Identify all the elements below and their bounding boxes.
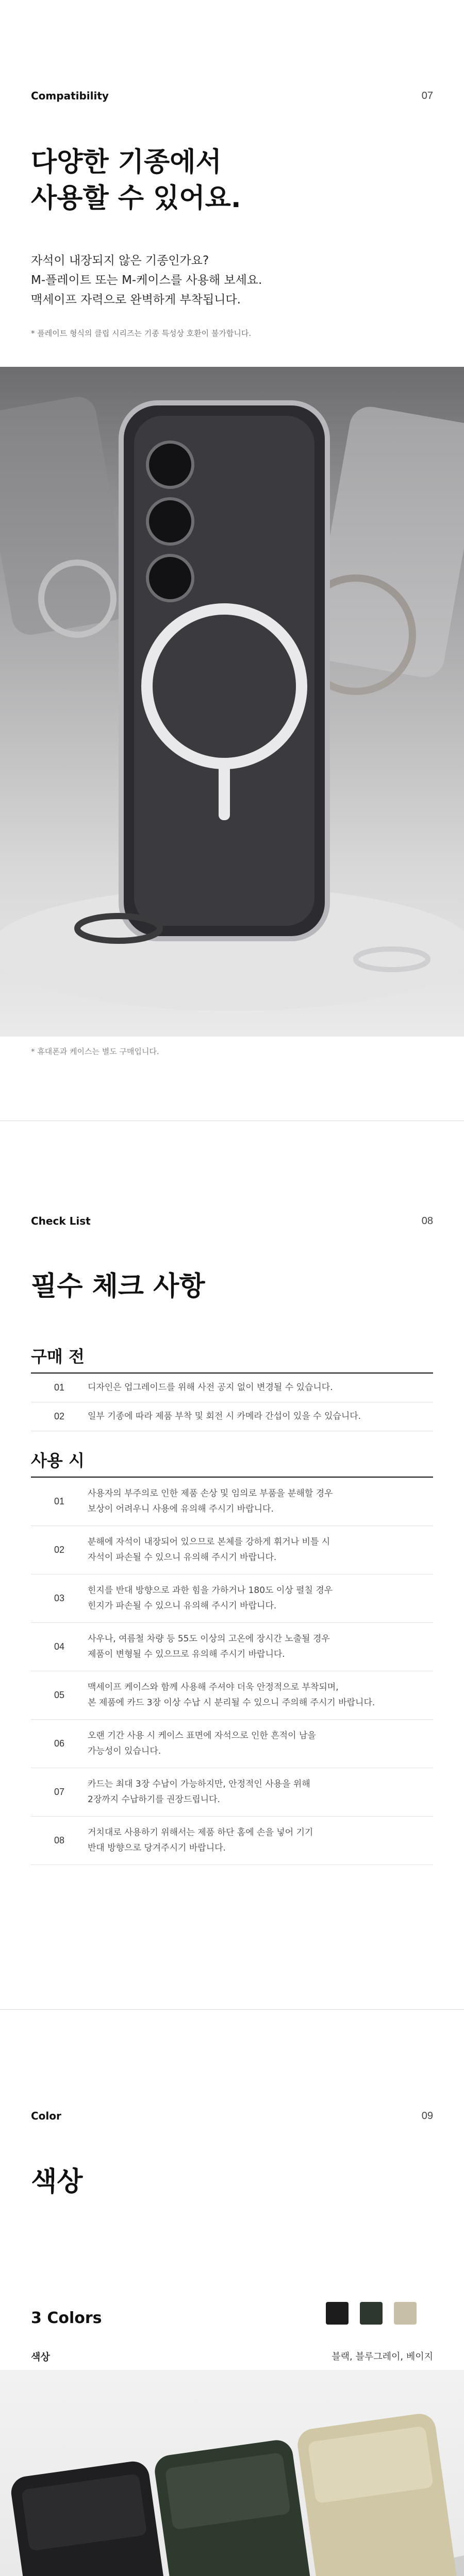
section-label: Compatibility: [31, 90, 109, 102]
color-names: 블랙, 블루그레이, 베이지: [332, 2351, 433, 2362]
line: 자석이 파손될 수 있으니 유의해 주시기 바랍니다.: [88, 1552, 277, 1563]
row-text: 디자인은 업그레이드를 위해 사전 공지 없이 변경될 수 있습니다.: [88, 1382, 333, 1393]
line: 2장까지 수납하기를 권장드립니다.: [88, 1794, 220, 1805]
row-text: [88, 1720, 433, 1768]
line: 사우나, 여름철 차량 등 55도 이상의 고온에 장시간 노출될 경우: [88, 1633, 330, 1644]
line: 사용자의 부주의로 인한 제품 손상 및 임의로 부품을 분해할 경우: [88, 1488, 333, 1499]
check-row: [31, 1478, 433, 1526]
row-text: [88, 1672, 433, 1719]
row-text: [88, 1623, 433, 1671]
color-kind-label: 색상: [31, 2351, 50, 2363]
line: 반대 방향으로 당겨주시기 바랍니다.: [88, 1842, 226, 1853]
section-header-color: [31, 2110, 433, 2122]
row-number: 04: [54, 1641, 65, 1652]
body-line: M-플레이트 또는 M-케이스를 사용해 보세요.: [31, 273, 262, 287]
wallet-lineup-illustration: [0, 2370, 464, 2576]
check-row: [31, 1817, 433, 1865]
title-line: 다양한 기종에서: [31, 147, 222, 178]
row-text: 일부 기종에 따라 제품 부착 및 회전 시 카메라 간섭이 있을 수 있습니다.: [88, 1411, 361, 1421]
compatibility-title: [31, 144, 241, 216]
row-number: 07: [54, 1787, 65, 1797]
body-line: 자석이 내장되지 않은 기종인가요?: [31, 254, 209, 267]
line: 가능성이 있습니다.: [88, 1745, 161, 1756]
section-divider: [0, 2009, 464, 2010]
section-header-checklist: [31, 1215, 433, 1227]
body-line: 맥세이프 자력으로 완벽하게 부착됩니다.: [31, 293, 241, 307]
row-number: 01: [54, 1382, 65, 1393]
row-text: [88, 1769, 433, 1816]
line: 거치대로 사용하기 위해서는 제품 하단 홈에 손을 넣어 기기: [88, 1827, 313, 1838]
compatibility-note: * 플레이트 형식의 클립 시리즈는 기종 특성상 호환이 불가합니다.: [31, 329, 252, 338]
check-row: [31, 1671, 433, 1720]
section-label: Check List: [31, 1215, 91, 1227]
compatibility-body: [31, 251, 262, 310]
before-purchase-heading: 구매 전: [31, 1347, 85, 1366]
swatch-black: [326, 2302, 349, 2325]
during-use-heading: 사용 시: [31, 1451, 85, 1470]
row-number: 08: [54, 1835, 65, 1845]
line: 오랜 기간 사용 시 케이스 표면에 자석으로 인한 흔적이 남을: [88, 1730, 316, 1741]
row-number: 06: [54, 1738, 65, 1749]
check-row: [31, 1374, 433, 1402]
row-text: [88, 1575, 433, 1622]
line: 본 제품에 카드 3장 이상 수납 시 분리될 수 있으니 주의해 주시기 바랍니다.: [88, 1697, 375, 1708]
check-row: [31, 1526, 433, 1574]
row-number: 05: [54, 1690, 65, 1700]
section-number: 09: [421, 2110, 433, 2122]
section-label: Color: [31, 2110, 61, 2122]
row-text: [88, 1527, 433, 1574]
line: 힌지를 반대 방향으로 과한 힘을 가하거나 180도 이상 펼칠 경우: [88, 1585, 333, 1596]
line: 제품이 변형될 수 있으므로 유의해 주시기 바랍니다.: [88, 1649, 285, 1659]
section-number: 07: [421, 90, 433, 101]
check-row: [31, 1720, 433, 1768]
row-number: 01: [54, 1496, 65, 1506]
row-number: 03: [54, 1593, 65, 1603]
line: 분해에 자석이 내장되어 있으므로 본체를 강하게 휘거나 비틀 시: [88, 1536, 330, 1547]
row-text: [88, 1478, 433, 1526]
color-count: 3 Colors: [31, 2309, 102, 2327]
checklist-title: 필수 체크 사항: [31, 1271, 205, 1302]
row-text: [88, 1817, 433, 1865]
section-header-compatibility: [31, 90, 433, 102]
swatch-bluegray: [360, 2302, 383, 2325]
line: 카드는 최대 3장 수납이 가능하지만, 안정적인 사용을 위해: [88, 1778, 310, 1789]
line: 힌지가 파손될 수 있으니 유의해 주시기 바랍니다.: [88, 1600, 277, 1611]
photo-caption: * 휴대폰과 케이스는 별도 구매입니다.: [31, 1047, 159, 1056]
phone-case-photo: [0, 367, 464, 1037]
phone-illustration: [0, 367, 464, 1037]
line: 맥세이프 케이스와 함께 사용해 주셔야 더욱 안정적으로 부착되며,: [88, 1682, 339, 1692]
color-lineup-photo: [0, 2370, 464, 2576]
check-row: [31, 1402, 433, 1431]
section-number: 08: [421, 1215, 433, 1227]
check-row: [31, 1768, 433, 1817]
swatch-beige: [394, 2302, 417, 2325]
title-line: 사용할 수 있어요.: [31, 183, 241, 214]
color-title: 색상: [31, 2166, 83, 2197]
check-row: [31, 1623, 433, 1671]
line: 보상이 어려우니 사용에 유의해 주시기 바랍니다.: [88, 1503, 274, 1514]
row-number: 02: [54, 1545, 65, 1555]
check-row: [31, 1574, 433, 1623]
row-number: 02: [54, 1411, 65, 1421]
